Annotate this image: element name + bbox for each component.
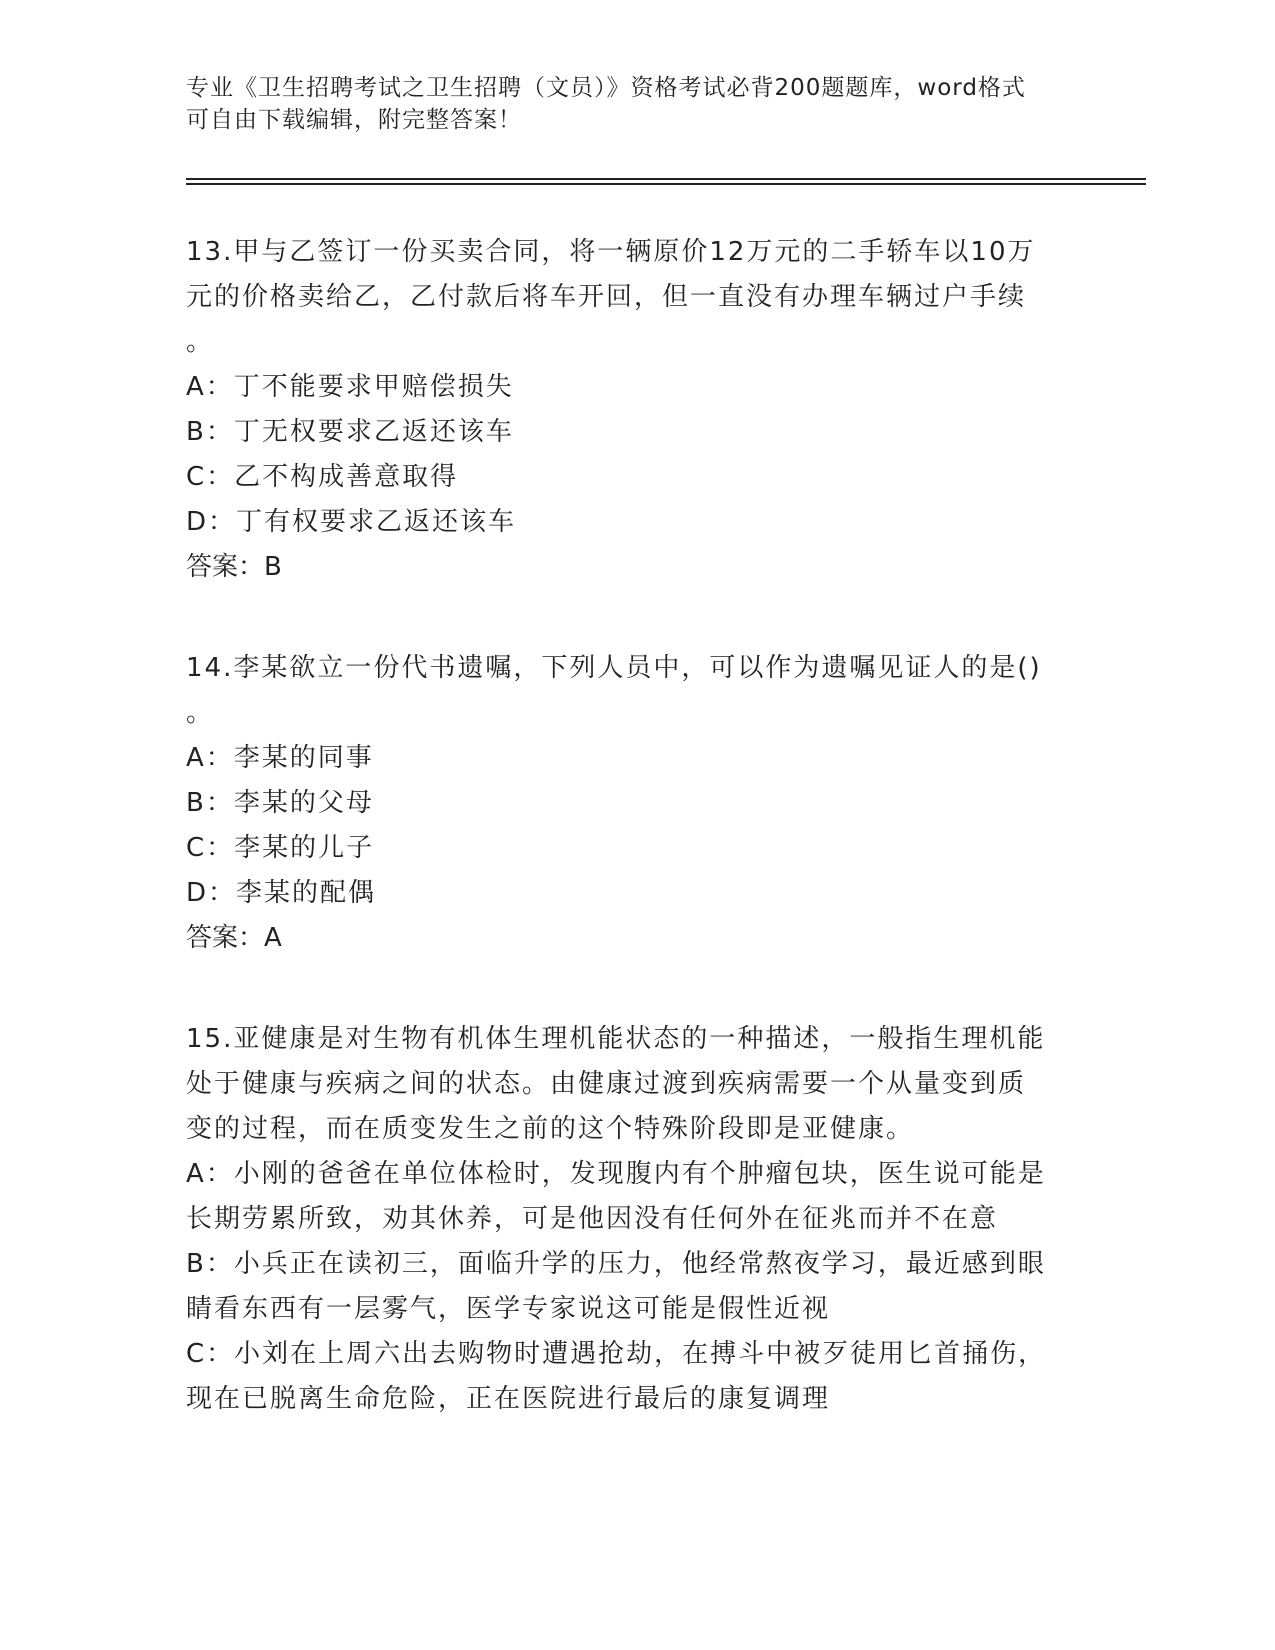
option-c: C：小刘在上周六出去购物时遭遇抢劫，在搏斗中被歹徒用匕首捅伤， xyxy=(186,1339,1047,1369)
question-14 xyxy=(186,646,1066,961)
option-c: C：乙不构成善意取得 xyxy=(186,462,459,492)
answer-line: 答案：B xyxy=(186,552,282,582)
option-a: A：小刚的爸爸在单位体检时，发现腹内有个肿瘤包块，医生说可能是 xyxy=(186,1159,1046,1189)
option-b: B：小兵正在读初三，面临升学的压力，他经常熬夜学习，最近感到眼 xyxy=(186,1249,1046,1279)
option-a: A：李某的同事 xyxy=(186,743,374,773)
question-15 xyxy=(186,1017,1066,1422)
header-line-2: 可自由下载编辑，附完整答案！ xyxy=(186,107,522,133)
option-c: C：李某的儿子 xyxy=(186,833,375,863)
question-stem-line: 。 xyxy=(186,327,215,357)
question-stem-line: 13.甲与乙签订一份买卖合同，将一辆原价12万元的二手轿车以10万 xyxy=(186,237,1036,267)
answer-line: 答案：A xyxy=(186,923,282,953)
header-line-1: 专业《卫生招聘考试之卫生招聘（文员）》资格考试必背200题题库，word格式 xyxy=(186,75,1026,101)
question-stem-line: 14.李某欲立一份代书遗嘱，下列人员中，可以作为遗嘱见证人的是() xyxy=(186,653,1042,683)
document-header xyxy=(186,72,1086,136)
option-b: B：丁无权要求乙返还该车 xyxy=(186,417,514,447)
question-list xyxy=(186,230,1066,1422)
header-rule-bottom xyxy=(186,183,1146,185)
question-stem-line: 处于健康与疾病之间的状态。由健康过渡到疾病需要一个从量变到质 xyxy=(186,1069,1027,1099)
option-b-continued: 睛看东西有一层雾气，医学专家说这可能是假性近视 xyxy=(186,1294,831,1324)
option-a: A：丁不能要求甲赔偿损失 xyxy=(186,372,514,402)
option-d: D：李某的配偶 xyxy=(186,878,377,908)
question-13 xyxy=(186,230,1066,590)
question-stem-line: 变的过程，而在质变发生之前的这个特殊阶段即是亚健康。 xyxy=(186,1114,915,1144)
option-b: B：李某的父母 xyxy=(186,788,374,818)
question-stem-line: 。 xyxy=(186,698,215,728)
option-c-continued: 现在已脱离生命危险，正在医院进行最后的康复调理 xyxy=(186,1384,831,1414)
option-d: D：丁有权要求乙返还该车 xyxy=(186,507,517,537)
question-stem-line: 15.亚健康是对生物有机体生理机能状态的一种描述，一般指生理机能 xyxy=(186,1024,1046,1054)
question-stem-line: 元的价格卖给乙，乙付款后将车开回，但一直没有办理车辆过户手续 xyxy=(186,282,1027,312)
option-a-continued: 长期劳累所致，劝其休养，可是他因没有任何外在征兆而并不在意 xyxy=(186,1204,999,1234)
header-rule-top xyxy=(186,178,1146,180)
